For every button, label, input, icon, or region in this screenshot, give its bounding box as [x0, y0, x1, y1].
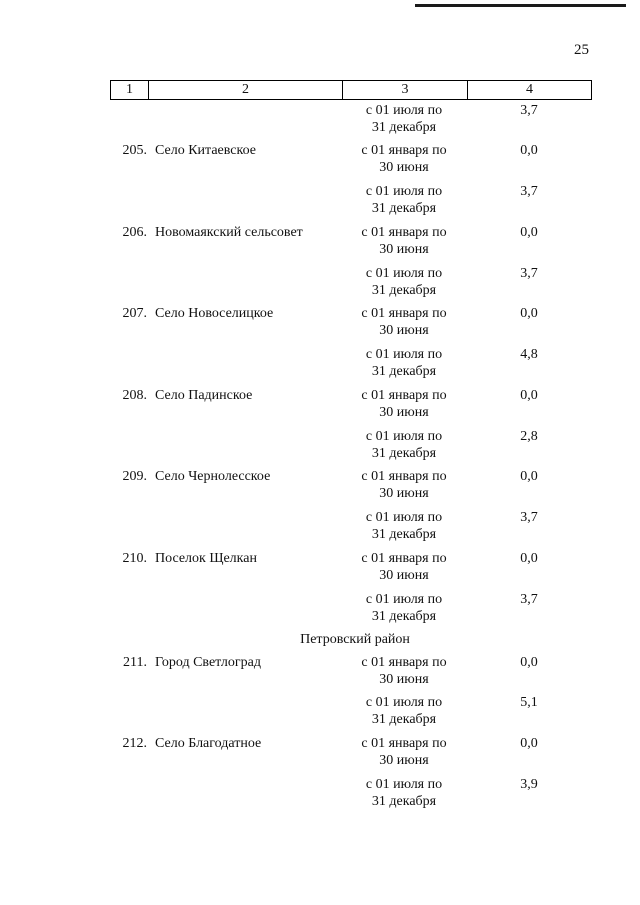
period-start: с 01 июля по: [365, 184, 443, 199]
rate-value: 0,0: [520, 143, 538, 159]
page-number: 25: [574, 42, 589, 58]
row-number: 210.: [122, 550, 147, 566]
period-start: с 01 января по: [361, 143, 447, 159]
rate-value: 3,7: [520, 265, 538, 281]
row-number: 207.: [122, 306, 147, 322]
period-end: 31 декабря: [371, 364, 437, 379]
period: [341, 428, 467, 462]
table-body: [0, 102, 640, 817]
period: [341, 654, 467, 688]
settlement-name: Город Светлоград: [155, 654, 261, 670]
row-number: 205.: [122, 143, 147, 159]
settlement-name: Село Чернолесское: [155, 469, 271, 485]
period-end: 30 июня: [379, 753, 429, 768]
section-heading: Петровский район: [300, 632, 410, 648]
row-number: 206.: [122, 224, 147, 240]
period-start: с 01 июля по: [365, 428, 443, 444]
period-end: 31 декабря: [371, 608, 437, 624]
period-end: 31 декабря: [371, 282, 437, 298]
period-entry: [0, 102, 640, 143]
rate-value: 5,1: [520, 695, 538, 711]
period-start: с 01 июля по: [365, 776, 443, 792]
period-start: с 01 июля по: [365, 347, 443, 362]
settlement-row: [0, 305, 640, 387]
period: [341, 509, 467, 543]
rate-value: 3,9: [520, 776, 538, 792]
settlement-name: Село Падинское: [155, 387, 253, 403]
period-start: с 01 июля по: [365, 265, 443, 281]
row-number: 209.: [122, 469, 147, 485]
period-start: с 01 июля по: [365, 102, 443, 118]
period-end: 30 июня: [379, 486, 429, 502]
period-end: 31 декабря: [371, 119, 437, 135]
table-header: [110, 80, 592, 100]
period: [341, 183, 467, 217]
period-entry: [0, 550, 640, 591]
period-entry: [0, 305, 640, 346]
rate-value: 0,0: [520, 469, 538, 485]
rate-value: 3,7: [520, 184, 538, 199]
period-entry: [0, 654, 640, 695]
period-end: 31 декабря: [371, 201, 437, 216]
settlement-row: [0, 468, 640, 550]
period-start: с 01 января по: [361, 306, 447, 322]
period-start: с 01 января по: [361, 224, 447, 240]
period-entry: [0, 591, 640, 632]
period-start: с 01 июля по: [365, 591, 443, 607]
settlement-name: Поселок Щелкан: [155, 550, 257, 566]
period-end: 30 июня: [379, 241, 429, 257]
period: [341, 550, 467, 584]
settlement-name: Село Благодатное: [155, 736, 262, 751]
period: [341, 591, 467, 625]
period: [341, 142, 467, 176]
rate-value: 3,7: [520, 102, 538, 118]
period-entry: [0, 776, 640, 817]
period-entry: [0, 428, 640, 469]
rate-value: 0,0: [520, 387, 538, 403]
settlement-row: [0, 142, 640, 224]
settlement-row: [0, 224, 640, 306]
period-end: 30 июня: [379, 567, 429, 583]
period: [341, 305, 467, 339]
settlement-row: [0, 550, 640, 632]
period-start: с 01 января по: [361, 654, 447, 670]
period-entry: [0, 468, 640, 509]
top-rule: [415, 4, 626, 7]
rate-value: 2,8: [520, 428, 538, 444]
period-start: с 01 января по: [361, 736, 447, 751]
period: [341, 224, 467, 258]
period-start: с 01 января по: [361, 387, 447, 403]
rate-value: 0,0: [520, 224, 538, 240]
period-end: 30 июня: [379, 160, 429, 176]
period-entry: [0, 265, 640, 306]
period-end: 31 декабря: [371, 445, 437, 461]
period-entry: [0, 387, 640, 428]
period-end: 31 декабря: [371, 793, 437, 809]
period: [341, 468, 467, 502]
period: [341, 694, 467, 728]
header-col-3: 3: [342, 81, 467, 99]
row-number: 212.: [122, 736, 147, 751]
period: [341, 735, 467, 769]
settlement-row: [0, 387, 640, 469]
period: [341, 346, 467, 380]
settlement-name: Село Новоселицкое: [155, 306, 274, 322]
rate-value: 4,8: [520, 347, 538, 362]
settlement-row: [0, 654, 640, 736]
period-entry: [0, 183, 640, 224]
period-entry: [0, 694, 640, 735]
period-entry: [0, 346, 640, 387]
header-col-4: 4: [467, 81, 591, 99]
period-end: 31 декабря: [371, 527, 437, 542]
settlement-name: Новомаякский сельсовет: [155, 224, 303, 240]
period: [341, 102, 467, 136]
period-end: 30 июня: [379, 671, 429, 687]
rate-value: 0,0: [520, 654, 538, 670]
period-entry: [0, 224, 640, 265]
period-start: с 01 июля по: [365, 695, 443, 711]
rate-value: 0,0: [520, 306, 538, 322]
row-number: 211.: [123, 654, 147, 670]
rate-value: 3,7: [520, 591, 538, 607]
period-end: 30 июня: [379, 323, 429, 339]
header-col-1: 1: [126, 82, 133, 97]
period: [341, 776, 467, 810]
period-end: 31 декабря: [371, 712, 437, 728]
section-heading-row: [0, 631, 640, 653]
rate-value: 3,7: [520, 510, 538, 525]
period-start: с 01 января по: [361, 550, 447, 566]
period-start: с 01 января по: [361, 469, 447, 485]
period-end: 30 июня: [379, 404, 429, 420]
settlement-name: Село Китаевское: [155, 143, 256, 159]
rate-value: 0,0: [520, 550, 538, 566]
row-number: 208.: [122, 387, 147, 403]
period-entry: [0, 142, 640, 183]
settlement-row: [0, 735, 640, 817]
period: [341, 387, 467, 421]
period-entry: [0, 735, 640, 776]
rate-value: 0,0: [520, 736, 538, 751]
period: [341, 265, 467, 299]
header-col-2: 2: [148, 81, 342, 99]
period-start: с 01 июля по: [365, 510, 443, 525]
period-entry: [0, 509, 640, 550]
